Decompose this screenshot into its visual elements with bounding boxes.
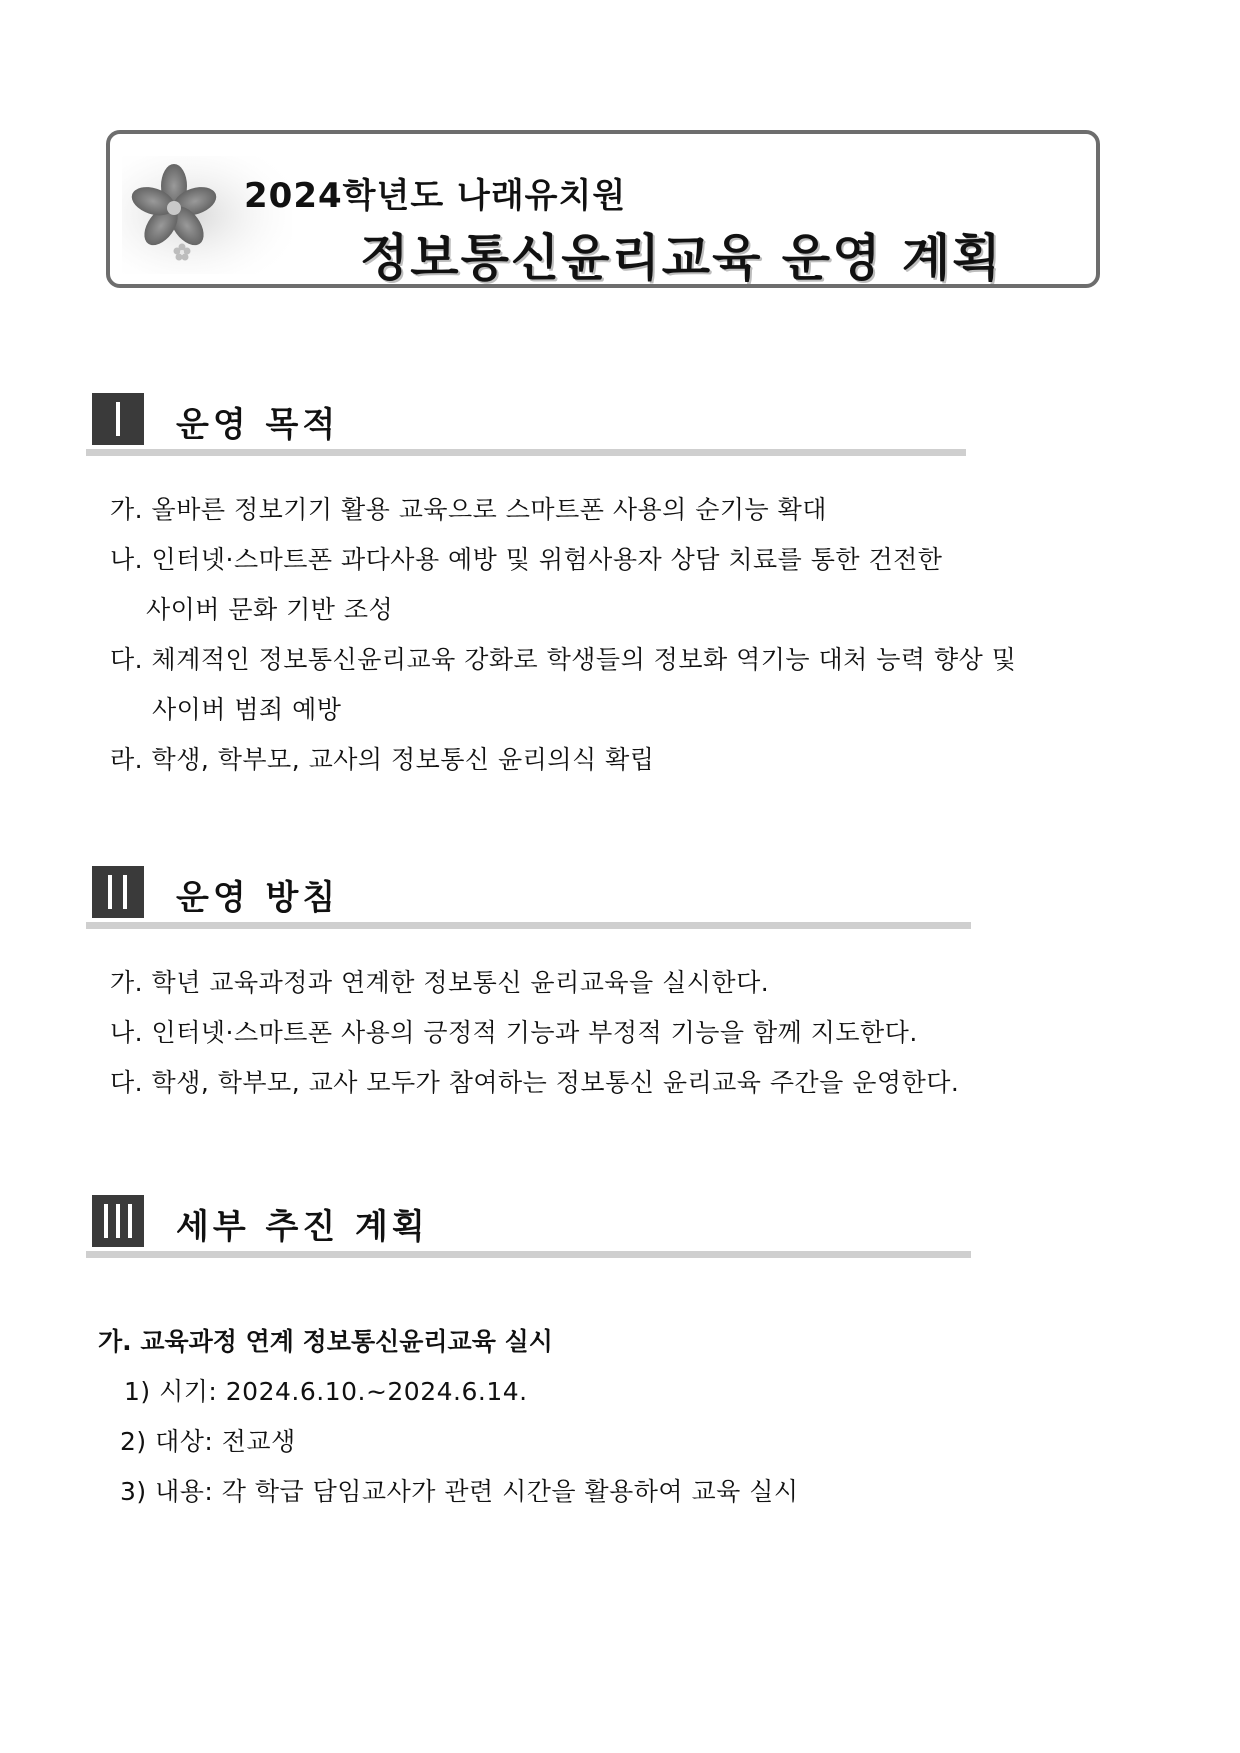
roman-numeral-2 xyxy=(92,866,144,918)
list-item: 라. 학생, 학부모, 교사의 정보통신 윤리의식 확립 xyxy=(110,745,655,774)
title-main: 정보통신윤리교육 운영 계획 xyxy=(360,229,1003,287)
roman-numeral-1 xyxy=(92,393,144,445)
title-box xyxy=(106,130,1100,288)
subsection-heading: 가. 교육과정 연계 정보통신윤리교육 실시 xyxy=(98,1327,553,1356)
list-item: 사이버 문화 기반 조성 xyxy=(146,595,394,624)
section-3-title: 세부 추진 계획 xyxy=(176,1207,429,1247)
list-item: 다. 학생, 학부모, 교사 모두가 참여하는 정보통신 윤리교육 주간을 운영한다. xyxy=(110,1068,960,1097)
list-item: 1) 시기: 2024.6.10.~2024.6.14. xyxy=(124,1377,528,1406)
list-item: 3) 내용: 각 학급 담임교사가 관련 시간을 활용하여 교육 실시 xyxy=(120,1477,799,1506)
list-item: 다. 체계적인 정보통신윤리교육 강화로 학생들의 정보화 역기능 대처 능력 향상 및 xyxy=(110,645,1017,674)
section-2-heading xyxy=(86,866,971,930)
roman-numeral-3 xyxy=(92,1195,144,1247)
section-3-heading xyxy=(86,1195,971,1259)
list-item: 가. 학년 교육과정과 연계한 정보통신 윤리교육을 실시한다. xyxy=(110,968,770,997)
list-item: 가. 올바른 정보기기 활용 교육으로 스마트폰 사용의 순기능 확대 xyxy=(110,495,827,524)
list-item: 나. 인터넷·스마트폰 사용의 긍정적 기능과 부정적 기능을 함께 지도한다. xyxy=(110,1018,918,1047)
section-2-title: 운영 방침 xyxy=(176,878,340,918)
title-school-year: 2024학년도 나래유치원 xyxy=(244,176,627,216)
section-1-title: 운영 목적 xyxy=(176,405,340,445)
list-item: 사이버 범죄 예방 xyxy=(152,695,342,724)
section-1-heading xyxy=(86,393,966,457)
list-item: 나. 인터넷·스마트폰 과다사용 예방 및 위험사용자 상담 치료를 통한 건전한 xyxy=(110,545,943,574)
list-item: 2) 대상: 전교생 xyxy=(120,1427,296,1456)
